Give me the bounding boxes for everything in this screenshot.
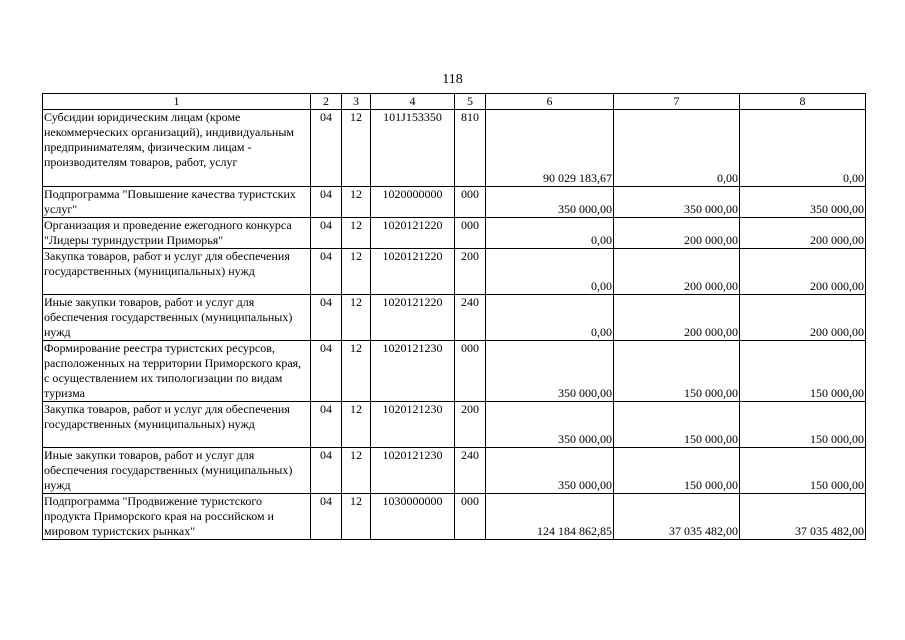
column-header: 7 [614,94,740,110]
row-expense-type: 240 [455,448,486,494]
row-target-code: 1020121230 [371,448,455,494]
row-amount-8: 350 000,00 [740,187,866,218]
row-amount-6: 90 029 183,67 [486,110,614,187]
row-name: Формирование реестра туристских ресурсов, расположенных на территории Приморского края, с осуществлением их типологизации по видам туризма [43,341,311,402]
table-row [43,494,866,540]
row-amount-6: 0,00 [486,249,614,295]
row-amount-7: 150 000,00 [614,341,740,402]
column-header: 1 [43,94,311,110]
row-amount-7: 37 035 482,00 [614,494,740,540]
row-section: 04 [311,295,342,341]
row-amount-7: 200 000,00 [614,295,740,341]
row-name: Иные закупки товаров, работ и услуг для обеспечения государственных (муниципальных) нужд [43,295,311,341]
column-header: 3 [342,94,371,110]
row-target-code: 1030000000 [371,494,455,540]
table-header-row [43,94,866,110]
row-amount-6: 350 000,00 [486,448,614,494]
row-amount-6: 0,00 [486,295,614,341]
table-row [43,402,866,448]
row-amount-6: 124 184 862,85 [486,494,614,540]
row-subsection: 12 [342,402,371,448]
row-target-code: 1020121230 [371,341,455,402]
row-subsection: 12 [342,341,371,402]
row-amount-6: 350 000,00 [486,402,614,448]
row-section: 04 [311,110,342,187]
table-row [43,341,866,402]
row-amount-8: 37 035 482,00 [740,494,866,540]
row-subsection: 12 [342,494,371,540]
row-amount-8: 150 000,00 [740,448,866,494]
row-subsection: 12 [342,187,371,218]
row-amount-8: 150 000,00 [740,402,866,448]
table-row [43,295,866,341]
row-expense-type: 000 [455,341,486,402]
row-name: Субсидии юридическим лицам (кроме некоммерческих организаций), индивидуальным предпринимателям, физическим лицам - производителям товаров, работ, услуг [43,110,311,187]
table-row [43,448,866,494]
row-amount-7: 200 000,00 [614,218,740,249]
row-target-code: 1020121220 [371,218,455,249]
row-expense-type: 200 [455,249,486,295]
row-section: 04 [311,187,342,218]
row-expense-type: 000 [455,494,486,540]
row-subsection: 12 [342,295,371,341]
row-amount-8: 150 000,00 [740,341,866,402]
row-amount-7: 150 000,00 [614,448,740,494]
table-row [43,249,866,295]
budget-table [42,93,866,540]
page-number: 118 [442,72,463,87]
row-amount-8: 200 000,00 [740,249,866,295]
row-expense-type: 000 [455,187,486,218]
row-amount-8: 0,00 [740,110,866,187]
row-amount-6: 0,00 [486,218,614,249]
row-target-code: 1020121220 [371,295,455,341]
row-amount-8: 200 000,00 [740,295,866,341]
row-amount-6: 350 000,00 [486,187,614,218]
row-name: Подпрограмма "Повышение качества туристских услуг" [43,187,311,218]
row-subsection: 12 [342,249,371,295]
row-expense-type: 000 [455,218,486,249]
row-name: Подпрограмма "Продвижение туристского продукта Приморского края на российском и мировом туристских рынках" [43,494,311,540]
row-amount-7: 0,00 [614,110,740,187]
row-amount-7: 200 000,00 [614,249,740,295]
column-header: 4 [371,94,455,110]
row-name: Закупка товаров, работ и услуг для обеспечения государственных (муниципальных) нужд [43,249,311,295]
row-section: 04 [311,341,342,402]
row-expense-type: 200 [455,402,486,448]
row-subsection: 12 [342,110,371,187]
row-amount-6: 350 000,00 [486,341,614,402]
row-target-code: 101J153350 [371,110,455,187]
row-section: 04 [311,218,342,249]
column-header: 8 [740,94,866,110]
column-header: 6 [486,94,614,110]
row-expense-type: 240 [455,295,486,341]
column-header: 2 [311,94,342,110]
row-subsection: 12 [342,218,371,249]
row-section: 04 [311,494,342,540]
row-expense-type: 810 [455,110,486,187]
table-row [43,218,866,249]
row-section: 04 [311,448,342,494]
row-amount-7: 150 000,00 [614,402,740,448]
row-target-code: 1020000000 [371,187,455,218]
row-name: Организация и проведение ежегодного конкурса "Лидеры туриндустрии Приморья" [43,218,311,249]
table-row [43,110,866,187]
row-amount-7: 350 000,00 [614,187,740,218]
row-section: 04 [311,249,342,295]
row-name: Иные закупки товаров, работ и услуг для обеспечения государственных (муниципальных) нужд [43,448,311,494]
row-target-code: 1020121230 [371,402,455,448]
row-name: Закупка товаров, работ и услуг для обеспечения государственных (муниципальных) нужд [43,402,311,448]
row-subsection: 12 [342,448,371,494]
table-row [43,187,866,218]
column-header: 5 [455,94,486,110]
row-target-code: 1020121220 [371,249,455,295]
row-amount-8: 200 000,00 [740,218,866,249]
row-section: 04 [311,402,342,448]
